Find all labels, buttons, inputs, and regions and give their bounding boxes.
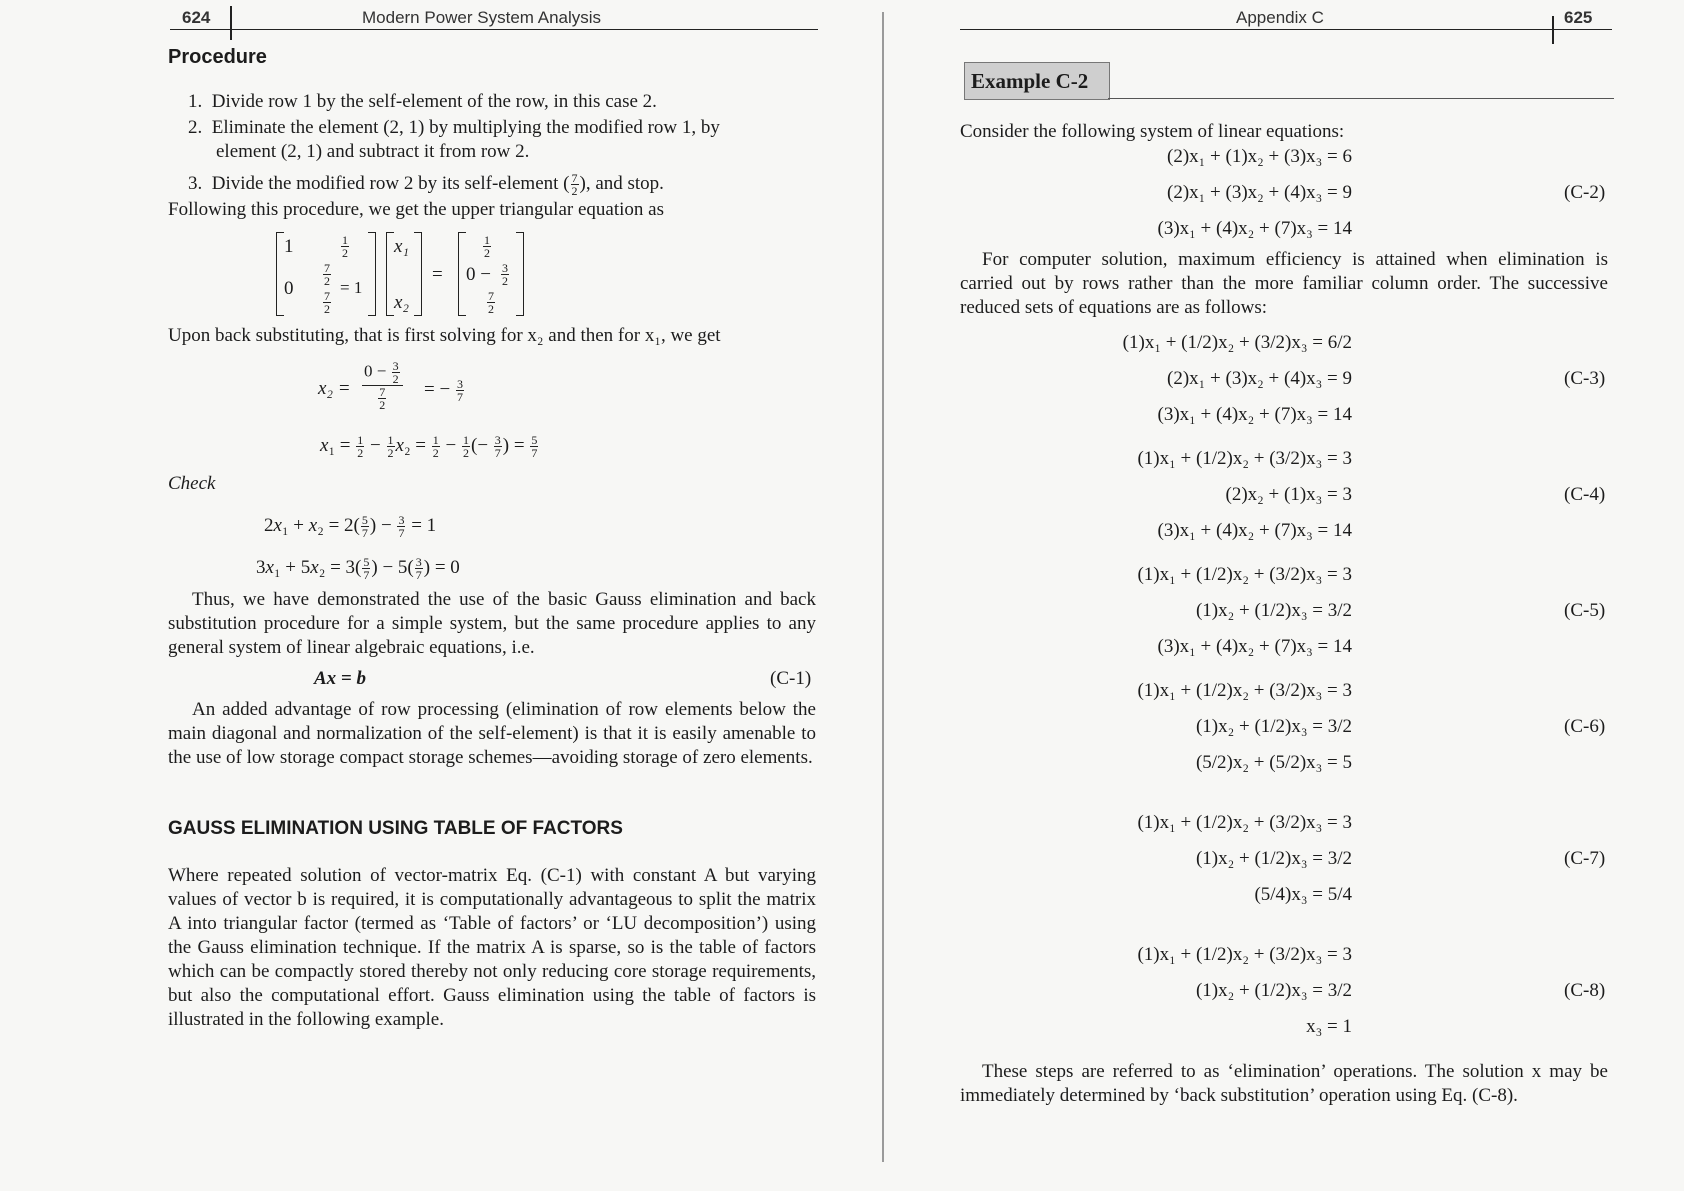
- equation-line: (3)x₁ + (4)x₂ + (7)x₃ = 14: [1157, 218, 1352, 239]
- check-label: Check: [168, 473, 216, 494]
- vector-x-left-bracket: [386, 232, 394, 316]
- running-head: Appendix C: [1236, 8, 1324, 27]
- following-text: Following this procedure, we get the upper triangular equation as: [168, 199, 664, 220]
- check-equation-2: 3x₁ + 5x₂ = 3( $\frac{5}{7}$ ) − 5( $\frac{3}{7}$ ) = 0: [256, 555, 460, 582]
- equation-line: (1)x₂ + (1/2)x₃ = 3/2: [1195, 600, 1352, 621]
- step-1: 1. Divide row 1 by the self-element of the row, in this case 2.: [188, 91, 657, 112]
- matrix-a22-bottom: $\frac{7}{2}$: [324, 289, 330, 316]
- axb-label: (C-1): [770, 668, 812, 689]
- x2-rhs: = − $\frac{3}{7}$: [424, 377, 463, 404]
- x1-equation: x₁ = $\frac{1}{2}$ − $\frac{1}{2}$ x₂ = $\frac{1}{2}$ − $\frac{1}{2}$ (− $\frac{3}{7}$ ) = $\frac{5}{7}$: [320, 433, 538, 460]
- equation-line: (3)x₁ + (4)x₂ + (7)x₃ = 14: [1157, 636, 1352, 657]
- section-heading: GAUSS ELIMINATION USING TABLE OF FACTORS: [168, 818, 623, 839]
- equation-line: (1)x₂ + (1/2)x₃ = 3/2: [1195, 848, 1352, 869]
- equation-label: (C-4): [1564, 484, 1606, 505]
- equation-label: (C-5): [1564, 600, 1606, 621]
- vector-x-right-bracket: [414, 232, 422, 316]
- equation-line: (1)x₁ + (1/2)x₂ + (3/2)x₃ = 6/2: [1122, 332, 1352, 353]
- paragraph-gauss-summary: Thus, we have demonstrated the use of the basic Gauss elimination and back substitution procedure for a simple system, but the same procedure applies to any general system of linear algebraic equations, i.e.: [168, 589, 816, 658]
- equation-line: (1)x₁ + (1/2)x₂ + (3/2)x₃ = 3: [1137, 812, 1352, 833]
- equation-line: (2)x₁ + (1)x₂ + (3)x₃ = 6: [1167, 146, 1352, 167]
- matrix-a-left-bracket: [276, 232, 284, 316]
- matrix-a11: 1: [284, 236, 294, 257]
- header-rule: [170, 29, 818, 30]
- equation-line: (1)x₂ + (1/2)x₃ = 3/2: [1195, 716, 1352, 737]
- x2-numerator: 0 − $\frac{3}{2}$: [362, 360, 403, 386]
- matrix-a22-eq: = 1: [340, 278, 363, 297]
- vector-x1: x₁: [394, 236, 410, 257]
- matrix-equals: =: [432, 264, 443, 285]
- vector-b-left-bracket: [458, 232, 466, 316]
- paragraph-closing: These steps are referred to as ‘elimination’ operations. The solution x may be immediately determined by ‘back substitution’ operation using Eq. (C-8).: [960, 1061, 1608, 1106]
- paragraph-advantage: An added advantage of row processing (elimination of row elements below the main diagonal and normalization of the self-element) is that it is easily amenable to the use of low storage compact storage schemes—avoiding storage of zero elements.: [168, 699, 816, 768]
- vector-b1: $\frac{1}{2}$: [484, 233, 490, 260]
- running-head: Modern Power System Analysis: [362, 8, 602, 27]
- header-tick: [1552, 16, 1554, 44]
- equation-line: (5/2)x₂ + (5/2)x₃ = 5: [1195, 752, 1352, 773]
- header-rule: [960, 29, 1612, 30]
- vector-x2: x₂: [394, 292, 410, 313]
- equation-line: (3)x₁ + (4)x₂ + (7)x₃ = 14: [1157, 520, 1352, 541]
- step-2: 2. Eliminate the element (2, 1) by multiplying the modified row 1, by: [188, 117, 720, 138]
- intro-text: Consider the following system of linear equations:: [960, 121, 1345, 142]
- gutter: [882, 12, 884, 1162]
- vector-b2: $\frac{3}{2}$: [502, 261, 508, 288]
- matrix-a22: $\frac{7}{2}$: [324, 261, 330, 288]
- equation-line: (2)x₁ + (3)x₂ + (4)x₃ = 9: [1167, 182, 1352, 203]
- right-page: [888, 0, 1684, 1191]
- procedure-heading: Procedure: [168, 46, 267, 68]
- equation-line: (1)x₁ + (1/2)x₂ + (3/2)x₃ = 3: [1137, 448, 1352, 469]
- check-equation-1: 2x₁ + x₂ = 2( $\frac{5}{7}$ ) − $\frac{3}{7}$ = 1: [264, 513, 437, 540]
- equation-line: (2)x₂ + (1)x₃ = 3: [1225, 484, 1352, 505]
- vector-b-right-bracket: [516, 232, 524, 316]
- equation-label: (C-7): [1564, 848, 1606, 869]
- step-3-end: , and stop.: [585, 173, 664, 194]
- equation-line: (5/4)x₃ = 5/4: [1254, 884, 1352, 905]
- equation-line: (1)x₁ + (1/2)x₂ + (3/2)x₃ = 3: [1137, 564, 1352, 585]
- matrix-a21: 0: [284, 278, 294, 299]
- x2-denominator: $\frac{7}{2}$: [379, 385, 386, 412]
- example-rule: [1108, 98, 1614, 99]
- step-3: 3. Divide the modified row 2 by its self-element ( $\frac{7}{2}$ ), and stop.: [188, 171, 664, 199]
- axb-equation: Ax = b: [314, 668, 366, 689]
- x2-fraction: [362, 360, 403, 411]
- paragraph-table-of-factors: Where repeated solution of vector-matrix Eq. (C-1) with constant A but varying values of vector b is required, it is computationally advantageous to split the matrix A into triangular factor (termed as ‘Table of factors’ or ‘LU decomposition’) using the Gauss elimination technique. If the matrix A is sparse, so is the table of factors which can be compactly stored thereby not only reducing core storage requirements, but also the computational effort. Gauss elimination using the table of factors is illustrated in the following example.: [168, 865, 816, 1030]
- x2-lhs: x₂ =: [318, 378, 351, 399]
- example-label-box: [964, 62, 1110, 100]
- page-number: 625: [1564, 8, 1593, 27]
- equation-line: (1)x₂ + (1/2)x₃ = 3/2: [1195, 980, 1352, 1001]
- equation-line: (1)x₁ + (1/2)x₂ + (3/2)x₃ = 3: [1137, 944, 1352, 965]
- matrix-a-right-bracket: [368, 232, 376, 316]
- back-sub-text: Upon back substituting, that is first solving for x₂ and then for x₁, we get: [168, 325, 721, 346]
- example-label: Example C-2: [971, 69, 1089, 93]
- vector-b2-left: 0 −: [466, 264, 491, 285]
- equation-label: (C-6): [1564, 716, 1606, 737]
- equation-label: (C-8): [1564, 980, 1606, 1001]
- equation-line: (3)x₁ + (4)x₂ + (7)x₃ = 14: [1157, 404, 1352, 425]
- equation-line: (2)x₁ + (3)x₂ + (4)x₃ = 9: [1167, 368, 1352, 389]
- equation-label: (C-2): [1564, 182, 1606, 203]
- step-2-cont: element (2, 1) and subtract it from row 2.: [216, 141, 530, 162]
- vector-b3: $\frac{7}{2}$: [488, 289, 494, 316]
- matrix-a12: $\frac{1}{2}$: [342, 233, 348, 260]
- equation-label: (C-3): [1564, 368, 1606, 389]
- step-3-text: 3. Divide the modified row 2 by its self-element: [188, 173, 559, 194]
- equation-line: x₃ = 1: [1306, 1016, 1352, 1037]
- equation-line: (1)x₁ + (1/2)x₂ + (3/2)x₃ = 3: [1137, 680, 1352, 701]
- page-number: 624: [182, 8, 211, 27]
- header-tick: [230, 6, 232, 40]
- paragraph-row-elimination: For computer solution, maximum efficiency is attained when elimination is carried out by rows rather than the more familiar column order. The successive reduced sets of equations are as follows:: [960, 249, 1608, 318]
- step-3-fraction: $\frac{7}{2}$: [571, 171, 578, 199]
